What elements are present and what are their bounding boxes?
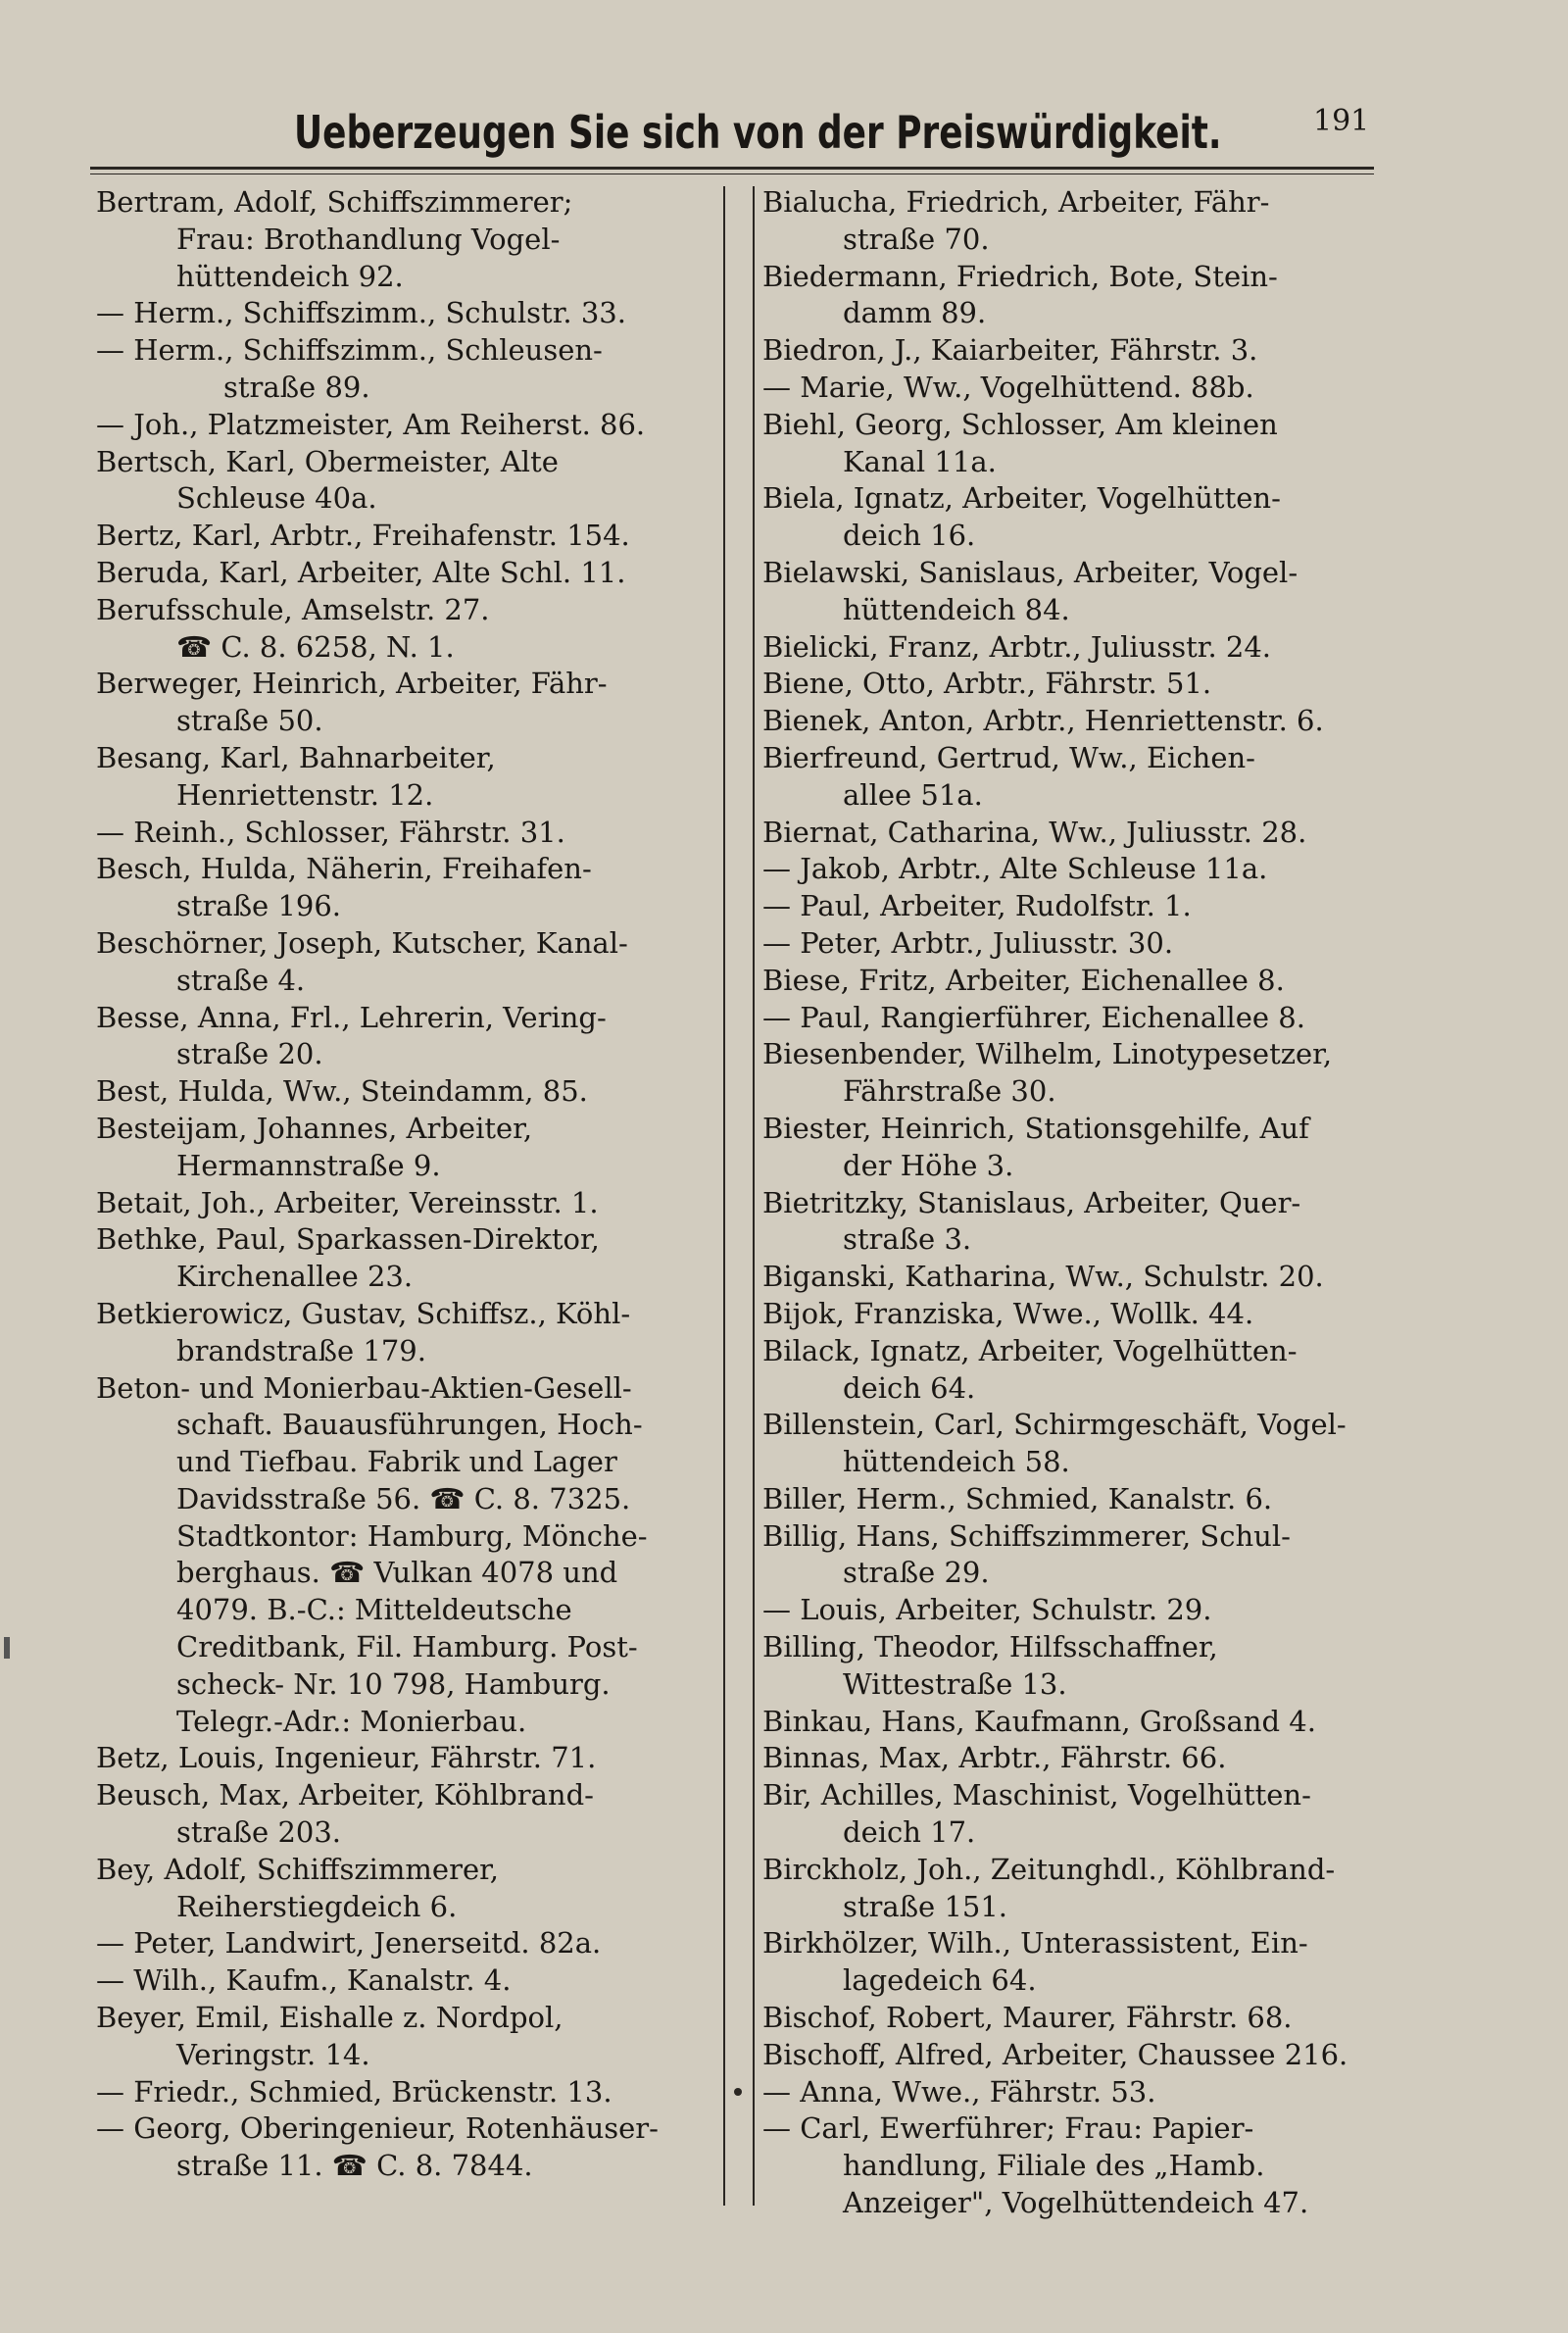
directory-entry-line: straße 29. <box>843 1556 990 1590</box>
directory-entry-line: Berweger, Heinrich, Arbeiter, Fähr- <box>96 667 608 701</box>
directory-entry-line: deich 17. <box>843 1815 976 1850</box>
directory-entry-line: Bierfreund, Gertrud, Ww., Eichen- <box>762 740 1255 774</box>
directory-entry-line: straße 3. <box>843 1222 972 1257</box>
scan-edge-mark <box>4 1637 10 1659</box>
directory-entry-line: Betz, Louis, Ingenieur, Fährstr. 71. <box>96 1741 597 1775</box>
directory-entry-line: Bischoff, Alfred, Arbeiter, Chaussee 216. <box>762 2037 1348 2071</box>
directory-entry-line: straße 50. <box>176 704 323 738</box>
directory-entry-line: handlung, Filiale des „Hamb. <box>843 2149 1265 2183</box>
directory-entry-line: Beusch, Max, Arbeiter, Köhlbrand- <box>96 1778 594 1812</box>
directory-entry-line: straße 196. <box>176 889 342 923</box>
directory-entry-line: straße 203. <box>176 1815 342 1850</box>
directory-entry-line: Birckholz, Joh., Zeitunghdl., Köhlbrand- <box>762 1852 1336 1886</box>
directory-entry-line: Hermannstraße 9. <box>176 1148 441 1182</box>
directory-entry-line: Biganski, Katharina, Ww., Schulstr. 20. <box>762 1260 1324 1294</box>
header-rule <box>90 167 1374 170</box>
directory-entry-line: — Herm., Schiffszimm., Schulstr. 33. <box>96 296 626 330</box>
directory-entry-line: — Anna, Wwe., Fährstr. 53. <box>762 2074 1156 2109</box>
directory-entry-line: Biester, Heinrich, Stationsgehilfe, Auf <box>762 1111 1309 1145</box>
directory-entry-line: Biela, Ignatz, Arbeiter, Vogelhütten- <box>762 481 1281 516</box>
directory-entry-line: hüttendeich 92. <box>176 259 404 293</box>
directory-entry-line: — Joh., Platzmeister, Am Reiherst. 86. <box>96 407 646 441</box>
directory-entry-line: — Louis, Arbeiter, Schulstr. 29. <box>762 1593 1212 1627</box>
directory-entry-line: Billig, Hans, Schiffszimmerer, Schul- <box>762 1518 1291 1553</box>
directory-entry-line: Besse, Anna, Frl., Lehrerin, Vering- <box>96 1000 607 1034</box>
directory-entry-line: berghaus. ☎ Vulkan 4078 und <box>176 1556 618 1590</box>
directory-entry-line: Beruda, Karl, Arbeiter, Alte Schl. 11. <box>96 555 626 589</box>
directory-entry-line: Billenstein, Carl, Schirmgeschäft, Vogel- <box>762 1408 1347 1442</box>
directory-entry-line: Biehl, Georg, Schlosser, Am kleinen <box>762 407 1278 441</box>
directory-entry-line: deich 16. <box>843 519 976 553</box>
directory-entry-line: Bertsch, Karl, Obermeister, Alte <box>96 444 559 478</box>
directory-entry-line: Stadtkontor: Hamburg, Mönche- <box>176 1518 648 1553</box>
directory-entry-line: Bertram, Adolf, Schiffszimmerer; <box>96 185 573 219</box>
directory-entry-line: Reiherstiegdeich 6. <box>176 1889 458 1923</box>
directory-entry-line: straße 70. <box>843 222 990 256</box>
directory-entry-line: und Tiefbau. Fabrik und Lager <box>176 1445 617 1479</box>
directory-entry-line: Betkierowicz, Gustav, Schiffsz., Köhl- <box>96 1296 631 1330</box>
directory-entry-line: Creditbank, Fil. Hamburg. Post- <box>176 1630 638 1664</box>
directory-entry-line: hüttendeich 84. <box>843 592 1070 626</box>
directory-entry-line: Beton- und Monierbau-Aktien-Gesell- <box>96 1370 632 1405</box>
directory-entry-line: 4079. B.-C.: Mitteldeutsche <box>176 1593 572 1627</box>
directory-entry-line: Kanal 11a. <box>843 444 997 478</box>
directory-entry-line: deich 64. <box>843 1370 976 1405</box>
directory-entry-line: Bielicki, Franz, Arbtr., Juliusstr. 24. <box>762 629 1272 664</box>
directory-entry-line: — Marie, Ww., Vogelhüttend. 88b. <box>762 370 1254 404</box>
directory-entry-line: — Paul, Rangierführer, Eichenallee 8. <box>762 1000 1305 1034</box>
directory-entry-line: Betait, Joh., Arbeiter, Vereinsstr. 1. <box>96 1185 599 1219</box>
directory-entry-line: Biedermann, Friedrich, Bote, Stein- <box>762 259 1278 293</box>
directory-entry-line: — Peter, Landwirt, Jenerseitd. 82a. <box>96 1926 602 1961</box>
directory-entry-line: — Paul, Arbeiter, Rudolfstr. 1. <box>762 889 1192 923</box>
directory-entry-line: Bienek, Anton, Arbtr., Henriettenstr. 6. <box>762 704 1324 738</box>
directory-entry-line: scheck- Nr. 10 798, Hamburg. <box>176 1666 611 1701</box>
directory-entry-line: Besch, Hulda, Näherin, Freihafen- <box>96 852 592 886</box>
directory-entry-line: — Wilh., Kaufm., Kanalstr. 4. <box>96 1963 512 1998</box>
directory-entry-line: Kirchenallee 23. <box>176 1260 414 1294</box>
directory-entry-line: straße 151. <box>843 1889 1008 1923</box>
right-column <box>762 184 1399 2222</box>
directory-entry-line: allee 51a. <box>843 777 983 812</box>
directory-entry-line: Binkau, Hans, Kaufmann, Großsand 4. <box>762 1704 1316 1738</box>
directory-entry-line: der Höhe 3. <box>843 1148 1014 1182</box>
directory-entry-line: straße 89. <box>223 370 370 404</box>
directory-entry-line: Berufsschule, Amselstr. 27. <box>96 592 490 626</box>
directory-entry-line: Bilack, Ignatz, Arbeiter, Vogelhütten- <box>762 1333 1298 1367</box>
left-column <box>96 184 725 2185</box>
directory-entry-line: Besang, Karl, Bahnarbeiter, <box>96 740 496 774</box>
directory-entry-line: Bielawski, Sanislaus, Arbeiter, Vogel- <box>762 555 1298 589</box>
directory-entry-line: Beyer, Emil, Eishalle z. Nordpol, <box>96 2001 564 2035</box>
directory-entry-line: Binnas, Max, Arbtr., Fährstr. 66. <box>762 1741 1227 1775</box>
directory-entry-line: Biedron, J., Kaiarbeiter, Fährstr. 3. <box>762 333 1258 368</box>
directory-entry-line: Bey, Adolf, Schiffszimmerer, <box>96 1852 499 1886</box>
directory-entry-line: — Peter, Arbtr., Juliusstr. 30. <box>762 925 1174 960</box>
directory-entry-line: Bertz, Karl, Arbtr., Freihafenstr. 154. <box>96 519 630 553</box>
directory-entry-line: Bethke, Paul, Sparkassen-Direktor, <box>96 1222 600 1257</box>
directory-entry-line: Telegr.-Adr.: Monierbau. <box>176 1704 527 1738</box>
directory-entry-line: hüttendeich 58. <box>843 1445 1070 1479</box>
directory-entry-line: Wittestraße 13. <box>843 1666 1067 1701</box>
directory-entry-line: damm 89. <box>843 296 987 330</box>
directory-entry-line: Fährstraße 30. <box>843 1074 1056 1109</box>
directory-entry-line: — Georg, Oberingenieur, Rotenhäuser- <box>96 2111 659 2146</box>
directory-entry-line: Biesenbender, Wilhelm, Linotypesetzer, <box>762 1037 1333 1071</box>
directory-entry-line: Frau: Brothandlung Vogel- <box>176 222 561 256</box>
directory-entry-line: Best, Hulda, Ww., Steindamm, 85. <box>96 1074 588 1109</box>
page-number: 191 <box>1313 104 1370 138</box>
directory-entry-line: Henriettenstr. 12. <box>176 777 434 812</box>
directory-entry-line: straße 11. ☎ C. 8. 7844. <box>176 2149 533 2183</box>
directory-entry-line: Besteijam, Johannes, Arbeiter, <box>96 1111 533 1145</box>
directory-entry-line: — Carl, Ewerführer; Frau: Papier- <box>762 2111 1254 2146</box>
directory-entry-line: — Reinh., Schlosser, Fährstr. 31. <box>96 815 565 849</box>
directory-entry-line: Davidsstraße 56. ☎ C. 8. 7325. <box>176 1481 631 1515</box>
directory-entry-line: Bijok, Franziska, Wwe., Wollk. 44. <box>762 1296 1254 1330</box>
directory-entry-line: Birkhölzer, Wilh., Unterassistent, Ein- <box>762 1926 1308 1961</box>
directory-entry-line: Bialucha, Friedrich, Arbeiter, Fähr- <box>762 185 1270 219</box>
directory-entry-line: Biese, Fritz, Arbeiter, Eichenallee 8. <box>762 963 1285 997</box>
ink-dot <box>734 2088 742 2096</box>
directory-entry-line: — Herm., Schiffszimm., Schleusen- <box>96 333 603 368</box>
directory-entry-line: Biene, Otto, Arbtr., Fährstr. 51. <box>762 667 1212 701</box>
directory-entry-line: ☎ C. 8. 6258, N. 1. <box>176 629 455 664</box>
directory-entry-line: Anzeiger", Vogelhüttendeich 47. <box>843 2186 1309 2220</box>
column-divider-second <box>753 186 755 2206</box>
directory-entry-line: Bietritzky, Stanislaus, Arbeiter, Quer- <box>762 1185 1301 1219</box>
directory-entry-line: Biernat, Catharina, Ww., Juliusstr. 28. <box>762 815 1307 849</box>
directory-entry-line: Bischof, Robert, Maurer, Fährstr. 68. <box>762 2001 1293 2035</box>
directory-entry-line: Beschörner, Joseph, Kutscher, Kanal- <box>96 925 628 960</box>
directory-entry-line: brandstraße 179. <box>176 1333 426 1367</box>
directory-entry-line: — Jakob, Arbtr., Alte Schleuse 11a. <box>762 852 1268 886</box>
directory-entry-line: Biller, Herm., Schmied, Kanalstr. 6. <box>762 1481 1273 1515</box>
directory-entry-line: straße 4. <box>176 963 306 997</box>
directory-entry-line: Veringstr. 14. <box>176 2037 370 2071</box>
directory-entry-line: Schleuse 40a. <box>176 481 377 516</box>
directory-entry-line: schaft. Bauausführungen, Hoch- <box>176 1408 643 1442</box>
directory-entry-line: Bir, Achilles, Maschinist, Vogelhütten- <box>762 1778 1311 1812</box>
directory-entry-line: straße 20. <box>176 1037 323 1071</box>
directory-entry-line: lagedeich 64. <box>843 1963 1037 1998</box>
directory-entry-line: — Friedr., Schmied, Brückenstr. 13. <box>96 2074 612 2109</box>
page-header-slogan: Ueberzeugen Sie sich von der Preiswürdigkeit. <box>294 106 1222 159</box>
directory-entry-line: Billing, Theodor, Hilfsschaffner, <box>762 1630 1218 1664</box>
